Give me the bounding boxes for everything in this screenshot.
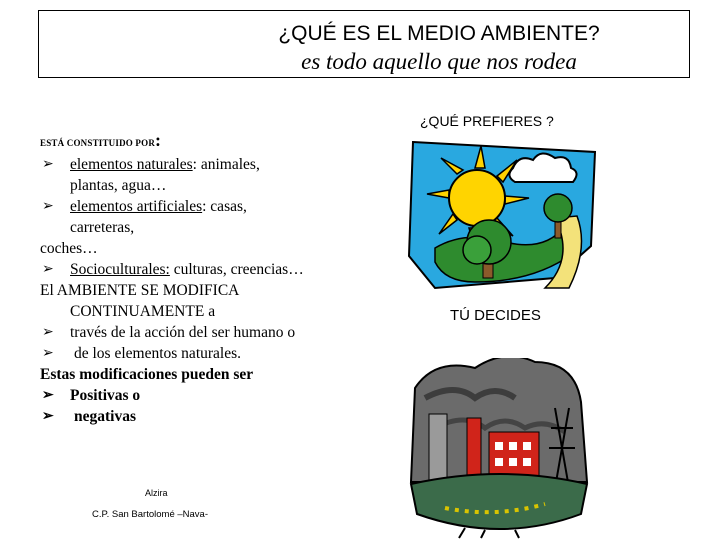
list-item xyxy=(40,406,360,427)
modifica-line: CONTINUAMENTE a xyxy=(70,303,216,320)
clean-landscape-image xyxy=(405,138,600,300)
item-text: plantas, agua… xyxy=(70,177,167,194)
intro-colon: : xyxy=(155,130,162,150)
arrowhead-bullet-icon: ➢ xyxy=(42,157,54,172)
question-text: ¿QUÉ PREFIERES ? xyxy=(420,113,554,129)
item-text: culturas, creencias… xyxy=(169,261,304,278)
arrowhead-bullet-icon: ➢ xyxy=(42,388,54,403)
item-term: elementos naturales xyxy=(70,156,193,173)
polluted-landscape-image xyxy=(405,358,590,540)
modifica-line: El AMBIENTE SE MODIFICA xyxy=(40,282,240,299)
modifications-line: Estas modificaciones pueden ser xyxy=(40,366,254,383)
content-text xyxy=(40,130,360,427)
item-text: de los elementos naturales. xyxy=(74,345,242,362)
list-item xyxy=(40,322,360,343)
item-text: : casas, xyxy=(202,198,247,215)
list-item xyxy=(40,385,360,406)
item-text: coches… xyxy=(40,240,98,257)
footer-town: Alzira xyxy=(145,488,168,498)
arrowhead-bullet-icon: ➢ xyxy=(42,199,54,214)
footer-school: C.P. San Bartolomé –Nava- xyxy=(92,509,208,520)
item-text: negativas xyxy=(74,408,136,425)
item-text: : animales, xyxy=(192,156,260,173)
item-text: carreteras, xyxy=(70,219,135,236)
item-text: través de la acción del ser humano o xyxy=(70,324,296,341)
item-term: Socioculturales: xyxy=(70,261,170,278)
page-subtitle: es todo aquello que nos rodea xyxy=(301,49,577,74)
item-term: elementos artificiales xyxy=(70,198,203,215)
title-box xyxy=(38,10,690,78)
list-item xyxy=(40,154,360,196)
list-item xyxy=(40,196,360,238)
arrowhead-bullet-icon: ➢ xyxy=(42,346,54,361)
intro-label: ESTÁ CONSTITUIDO POR xyxy=(40,138,156,148)
arrowhead-bullet-icon: ➢ xyxy=(42,325,54,340)
page-title: ¿QUÉ ES EL MEDIO AMBIENTE? xyxy=(278,22,600,45)
intro-line xyxy=(40,130,360,154)
list-item xyxy=(40,343,360,364)
arrowhead-bullet-icon: ➢ xyxy=(42,409,54,424)
decide-text: TÚ DECIDES xyxy=(450,307,541,324)
arrowhead-bullet-icon: ➢ xyxy=(42,262,54,277)
item-text: Positivas o xyxy=(70,387,141,404)
list-item xyxy=(40,259,360,280)
